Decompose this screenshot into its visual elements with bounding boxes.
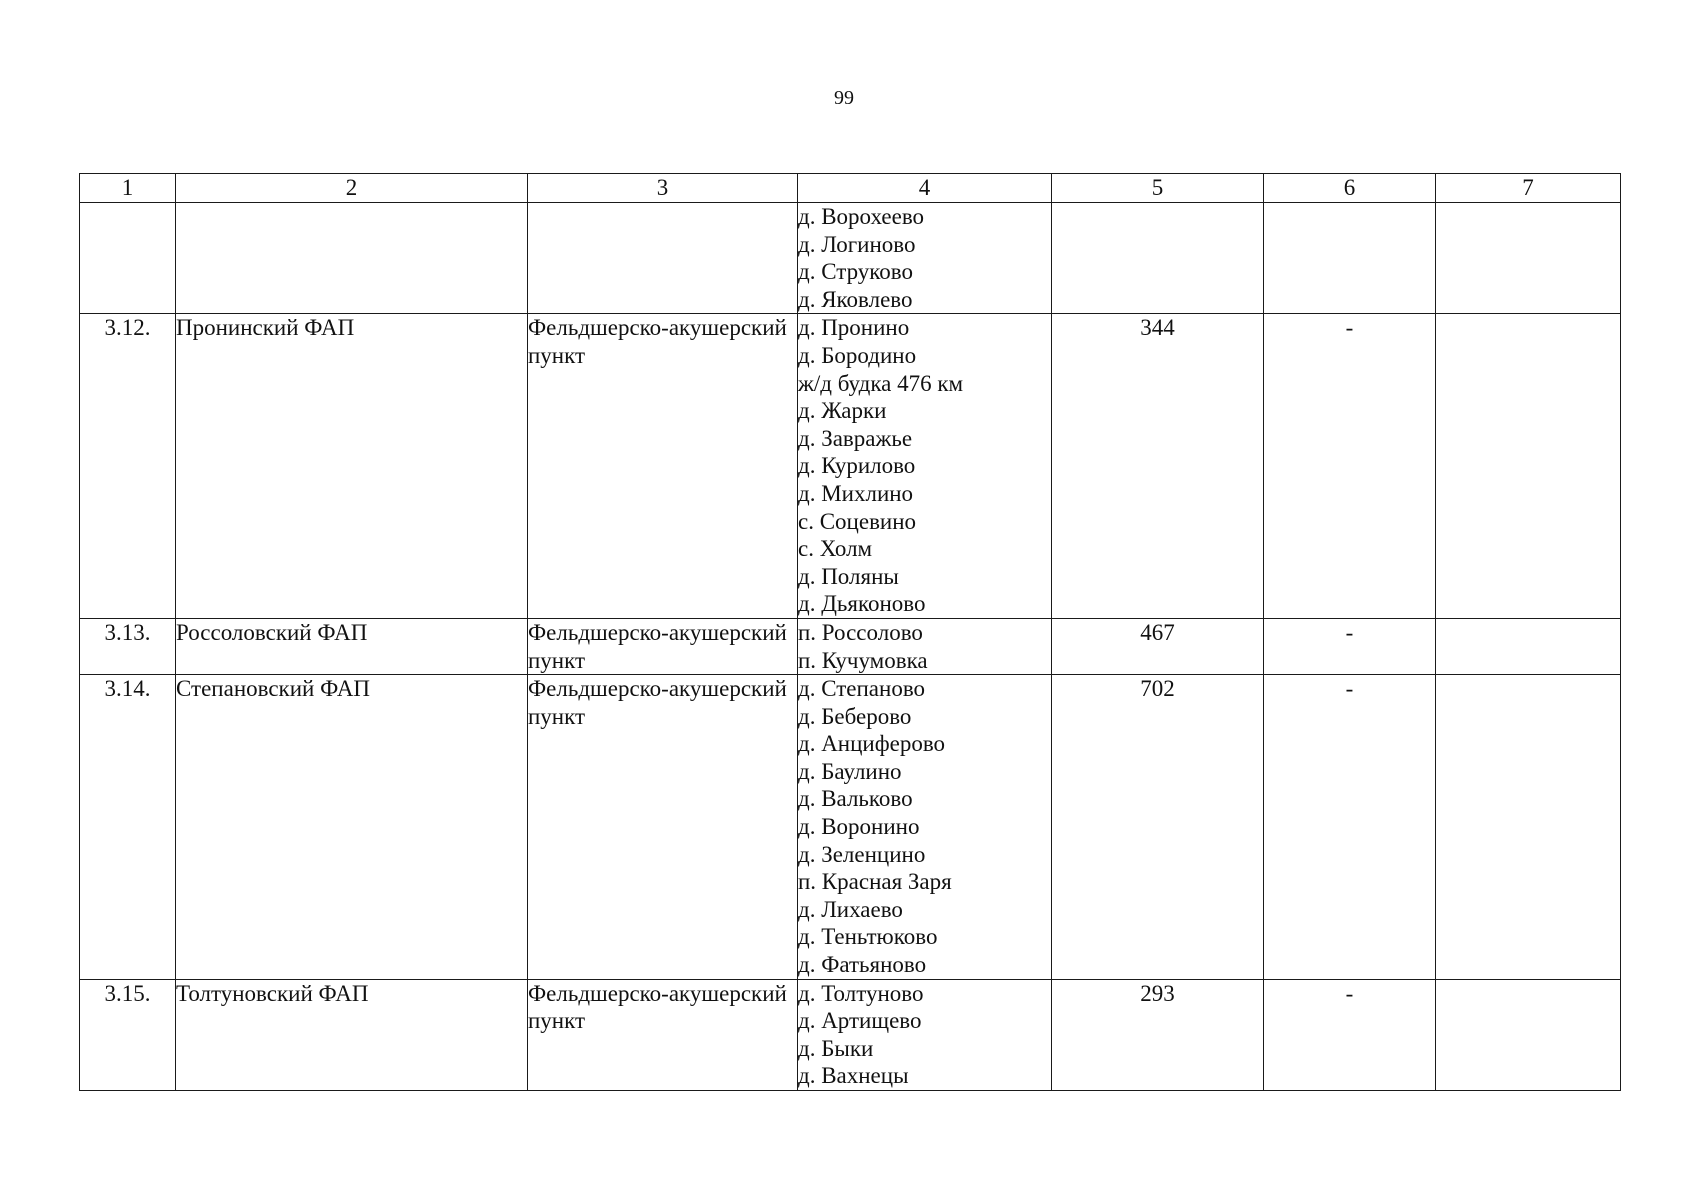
column-7-value	[1436, 675, 1621, 980]
header-row	[80, 174, 1621, 203]
settlement-name: д. Струково	[798, 259, 913, 285]
facility-type: Фельдшерско-акушерский пункт	[528, 979, 798, 1090]
row-number: 3.13.	[80, 618, 176, 674]
column-header-4: 4	[798, 174, 1052, 203]
column-header-5: 5	[1052, 174, 1264, 203]
table-row	[80, 979, 1621, 1090]
column-7-value	[1436, 618, 1621, 674]
facility-name: Россоловский ФАП	[176, 618, 528, 674]
page-number: 99	[834, 87, 854, 109]
settlement-list	[798, 618, 1052, 674]
facility-type: Фельдшерско-акушерский пункт	[528, 618, 798, 674]
settlement-name: д. Беберово	[798, 703, 912, 729]
settlement-name: д. Толтуново	[798, 980, 924, 1006]
settlement-name: д. Логиново	[798, 231, 916, 257]
settlement-name: д. Воронино	[798, 814, 920, 840]
column-6-value: -	[1264, 618, 1436, 674]
table-row	[80, 314, 1621, 619]
settlement-name: д. Курилово	[798, 453, 916, 479]
settlement-name: д. Зеленцино	[798, 841, 926, 867]
settlement-name: д. Теньтюково	[798, 924, 938, 950]
facility-name: Пронинский ФАП	[176, 314, 528, 619]
population	[1052, 203, 1264, 314]
settlement-name: с. Соцевино	[798, 508, 917, 534]
column-header-1: 1	[80, 174, 176, 203]
settlement-name: д. Поляны	[798, 563, 899, 589]
settlement-name: д. Быки	[798, 1035, 874, 1061]
population: 702	[1052, 675, 1264, 980]
facility-name	[176, 203, 528, 314]
settlement-name: д. Вальково	[798, 786, 913, 812]
column-header-7: 7	[1436, 174, 1621, 203]
settlement-name: с. Холм	[798, 536, 873, 562]
column-header-2: 2	[176, 174, 528, 203]
column-6-value: -	[1264, 979, 1436, 1090]
settlement-list	[798, 203, 1052, 314]
column-6-value	[1264, 203, 1436, 314]
settlement-name: д. Артищево	[798, 1008, 922, 1034]
row-number: 3.15.	[80, 979, 176, 1090]
column-header-3: 3	[528, 174, 798, 203]
settlement-name: п. Кучумовка	[798, 647, 928, 673]
population: 293	[1052, 979, 1264, 1090]
table-row	[80, 618, 1621, 674]
settlement-name: д. Бородино	[798, 342, 917, 368]
population: 344	[1052, 314, 1264, 619]
settlement-list	[798, 675, 1052, 980]
column-6-value: -	[1264, 675, 1436, 980]
settlement-name: д. Анциферово	[798, 731, 946, 757]
facility-type: Фельдшерско-акушерский пункт	[528, 675, 798, 980]
table-row	[80, 675, 1621, 980]
column-7-value	[1436, 203, 1621, 314]
settlement-name: д. Степаново	[798, 676, 926, 702]
table-body	[80, 203, 1621, 1091]
column-header-6: 6	[1264, 174, 1436, 203]
settlement-name: д. Фатьяново	[798, 952, 927, 978]
row-number: 3.14.	[80, 675, 176, 980]
table-row	[80, 203, 1621, 314]
settlement-name: п. Россолово	[798, 619, 923, 645]
settlement-name: ж/д будка 476 км	[798, 370, 964, 396]
facility-name: Толтуновский ФАП	[176, 979, 528, 1090]
facilities-table	[79, 173, 1621, 1091]
column-7-value	[1436, 979, 1621, 1090]
settlement-name: д. Яковлево	[798, 286, 913, 312]
settlement-name: д. Ворохеево	[798, 204, 925, 229]
settlement-name: д. Пронино	[798, 315, 910, 341]
settlement-name: д. Михлино	[798, 480, 914, 506]
column-7-value	[1436, 314, 1621, 619]
row-number: 3.12.	[80, 314, 176, 619]
settlement-name: д. Дьяконово	[798, 591, 926, 617]
facility-name: Степановский ФАП	[176, 675, 528, 980]
column-6-value: -	[1264, 314, 1436, 619]
settlement-name: п. Красная Заря	[798, 869, 952, 895]
settlement-name: д. Баулино	[798, 758, 902, 784]
settlement-list	[798, 979, 1052, 1090]
population: 467	[1052, 618, 1264, 674]
facility-type	[528, 203, 798, 314]
row-number	[80, 203, 176, 314]
settlement-list	[798, 314, 1052, 619]
settlement-name: д. Завражье	[798, 425, 913, 451]
settlement-name: д. Лихаево	[798, 896, 903, 922]
facility-type: Фельдшерско-акушерский пункт	[528, 314, 798, 619]
settlement-name: д. Жарки	[798, 398, 887, 424]
settlement-name: д. Вахнецы	[798, 1063, 909, 1089]
